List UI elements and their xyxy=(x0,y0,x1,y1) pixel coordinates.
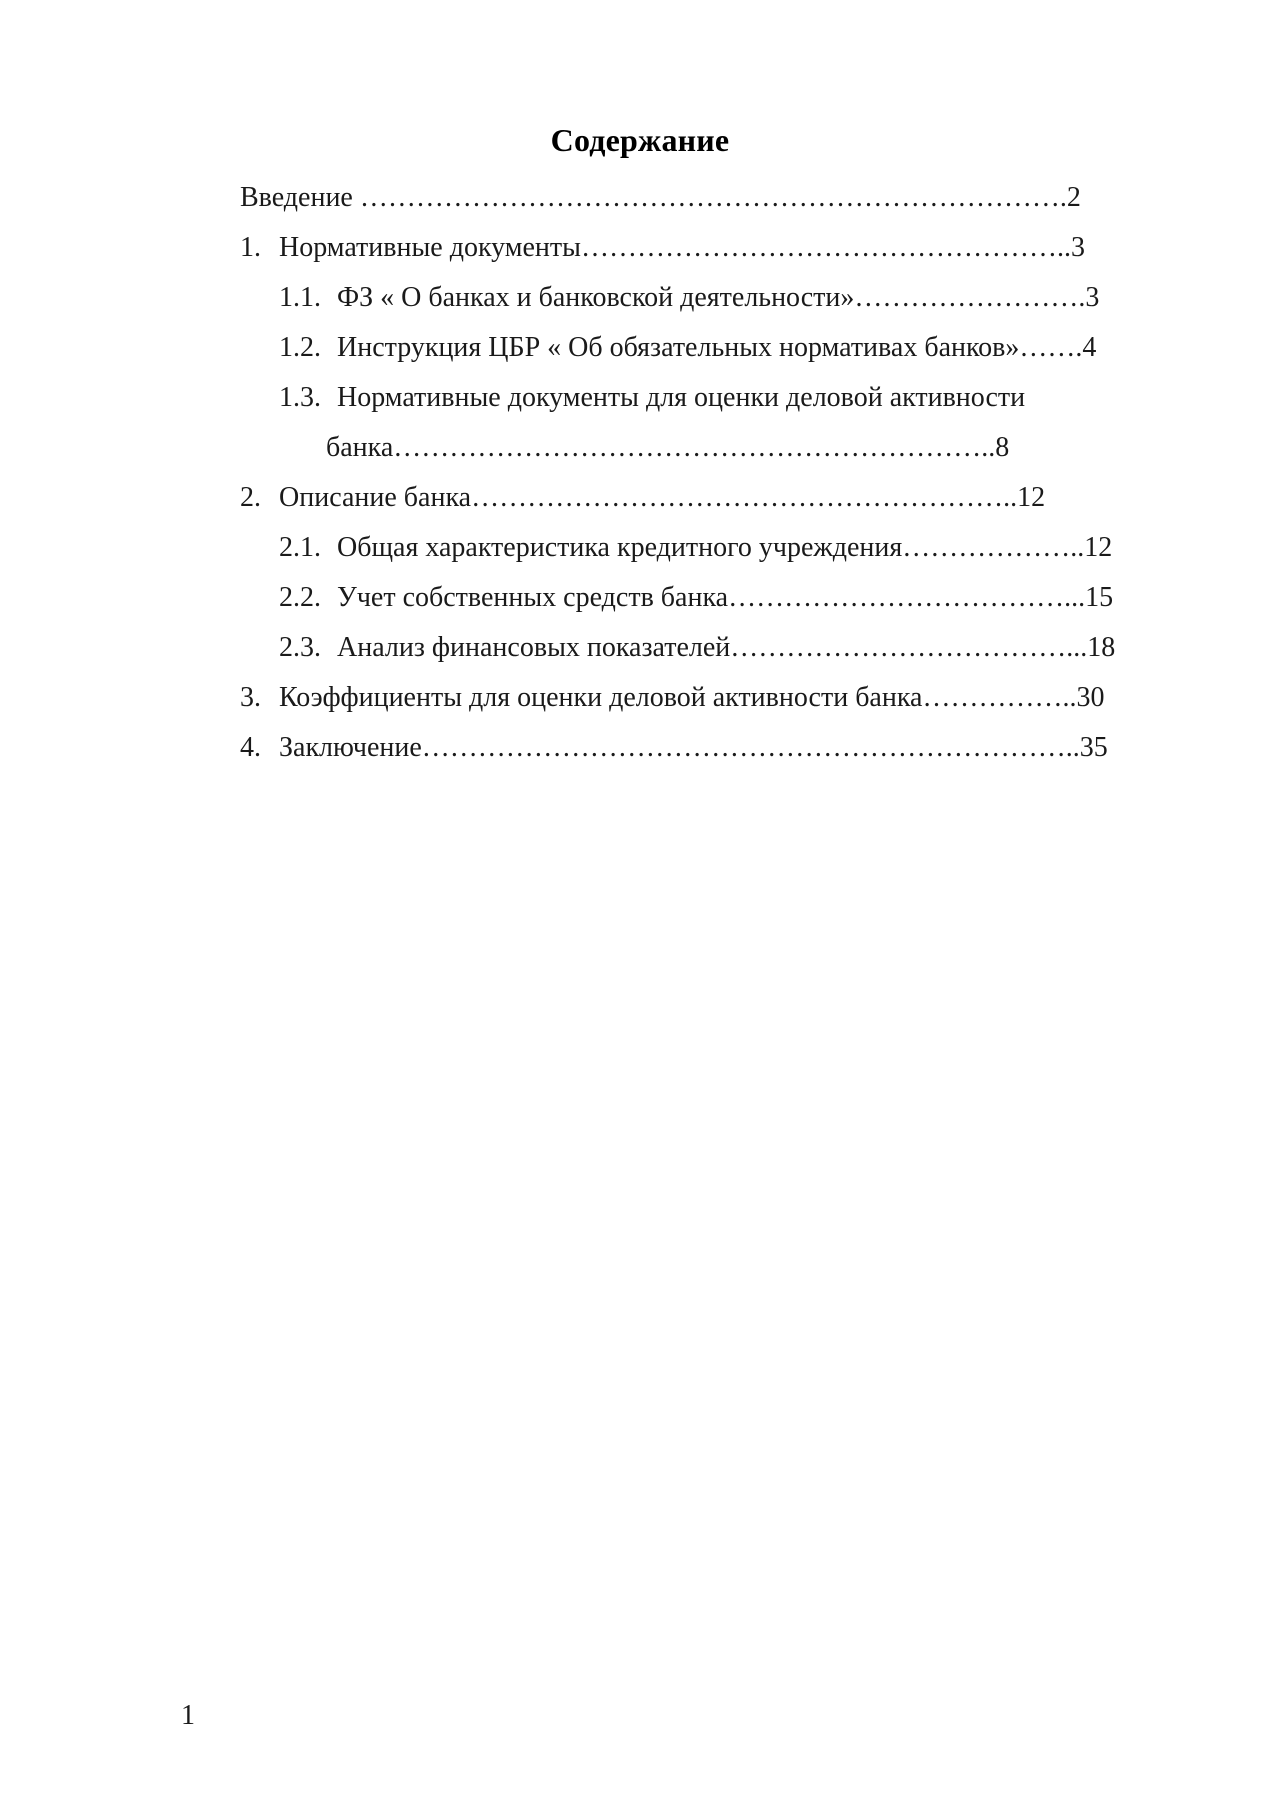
page-title: Содержание xyxy=(550,122,730,158)
toc-entry-number: 1.1. xyxy=(279,282,321,313)
toc-entry-number: 2. xyxy=(240,482,261,513)
toc-entry-1-3[interactable] xyxy=(279,378,1025,418)
toc-page-number: 12 xyxy=(1017,482,1046,513)
toc-leader-dots: ……………….. xyxy=(902,532,1085,563)
toc-entry-1-1[interactable] xyxy=(279,278,1099,318)
toc-leader-dots: …………………………………………………………….. xyxy=(421,732,1080,763)
toc-entry-2-2[interactable] xyxy=(279,578,1113,618)
page-number: 1 xyxy=(181,1700,195,1731)
toc-entry-2-1[interactable] xyxy=(279,528,1112,568)
toc-page-number: 4 xyxy=(1082,332,1097,363)
toc-page-number: 8 xyxy=(995,432,1010,463)
toc-entry-text: Анализ финансовых показателей xyxy=(337,632,731,663)
toc-entry-text: Нормативные документы для оценки деловой активности xyxy=(337,382,1026,413)
toc-page-number: 30 xyxy=(1076,682,1105,713)
toc-page-number: 12 xyxy=(1084,532,1113,563)
toc-entry-number: 1.2. xyxy=(279,332,321,363)
toc-entry-text: Инструкция ЦБР « Об обязательных нормативах банков» xyxy=(337,332,1020,363)
toc-page-number: 3 xyxy=(1085,282,1100,313)
toc-entry-1[interactable] xyxy=(240,228,1085,268)
toc-leader-dots: ……. xyxy=(1019,332,1083,363)
toc-entry-number: 2.3. xyxy=(279,632,321,663)
toc-entry-text: Введение xyxy=(240,182,360,213)
toc-entry-text: Заключение xyxy=(279,732,422,763)
toc-leader-dots: ………………………………………………….. xyxy=(471,482,1018,513)
toc-entry-4[interactable] xyxy=(240,728,1108,768)
toc-entry-number: 3. xyxy=(240,682,261,713)
toc-entry-number: 4. xyxy=(240,732,261,763)
toc-entry-2-3[interactable] xyxy=(279,628,1115,668)
toc-page-number: 3 xyxy=(1070,232,1085,263)
toc-page-number: 2 xyxy=(1066,182,1081,213)
toc-entry-text: Коэффициенты для оценки деловой активности банка xyxy=(279,682,923,713)
toc-page-number: 35 xyxy=(1079,732,1108,763)
toc-leader-dots: …………………………………………….. xyxy=(580,232,1071,263)
toc-entry-number: 2.2. xyxy=(279,582,321,613)
toc-entry-text: банка xyxy=(326,432,394,463)
toc-entry-3[interactable] xyxy=(240,678,1104,718)
toc-leader-dots: ……………………………………………………….. xyxy=(393,432,996,463)
toc-entry-1-3-continuation[interactable] xyxy=(326,428,1009,468)
toc-entry-number: 1.3. xyxy=(279,382,321,413)
toc-entry-introduction[interactable] xyxy=(240,178,1081,218)
toc-leader-dots: …………………………………………………………………. xyxy=(359,182,1067,213)
toc-entry-text: ФЗ « О банках и банковской деятельности» xyxy=(337,282,855,313)
toc-entry-text: Общая характеристика кредитного учреждения xyxy=(337,532,903,563)
toc-leader-dots: …………….. xyxy=(922,682,1077,713)
toc-entry-text: Нормативные документы xyxy=(279,232,581,263)
toc-page-number: 15 xyxy=(1085,582,1114,613)
toc-entry-text: Учет собственных средств банка xyxy=(337,582,729,613)
toc-entry-2[interactable] xyxy=(240,478,1045,518)
toc-entry-1-2[interactable] xyxy=(279,328,1096,368)
toc-leader-dots: ………………………………... xyxy=(730,632,1088,663)
toc-leader-dots: ………………………………... xyxy=(728,582,1086,613)
toc-entry-text: Описание банка xyxy=(279,482,472,513)
toc-entry-number: 2.1. xyxy=(279,532,321,563)
toc-entry-number: 1. xyxy=(240,232,261,263)
toc-page-number: 18 xyxy=(1087,632,1116,663)
toc-leader-dots: ……………………. xyxy=(854,282,1086,313)
